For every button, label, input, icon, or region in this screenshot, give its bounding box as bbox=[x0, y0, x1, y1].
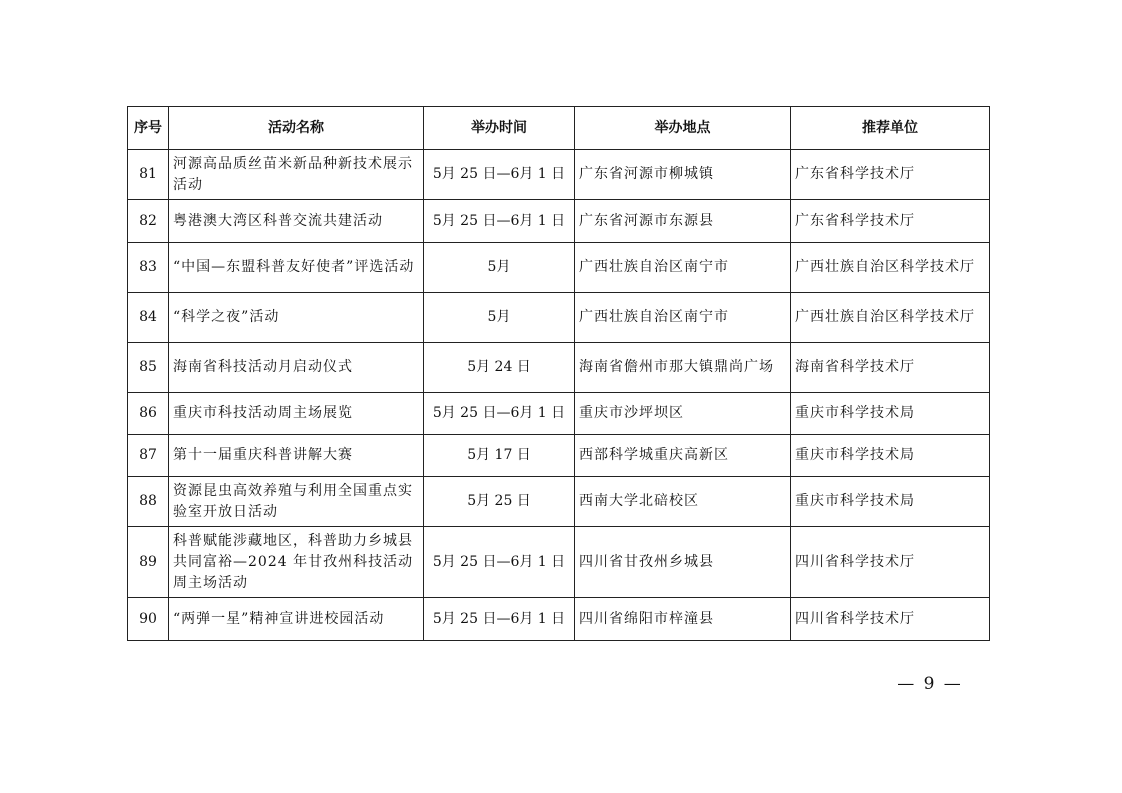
header-serial-number: 序号 bbox=[128, 107, 169, 150]
cell-recommending-unit: 广东省科学技术厅 bbox=[791, 200, 990, 243]
cell-time: 5月 17 日 bbox=[424, 435, 575, 477]
cell-serial-number: 89 bbox=[128, 527, 169, 598]
cell-activity-name: 河源高品质丝苗米新品种新技术展示活动 bbox=[169, 150, 424, 200]
cell-activity-name: 粤港澳大湾区科普交流共建活动 bbox=[169, 200, 424, 243]
table-row bbox=[128, 393, 990, 435]
cell-activity-name: “两弹一星”精神宣讲进校园活动 bbox=[169, 598, 424, 641]
header-time: 举办时间 bbox=[424, 107, 575, 150]
table-row bbox=[128, 200, 990, 243]
cell-serial-number: 84 bbox=[128, 293, 169, 343]
cell-activity-name: 重庆市科技活动周主场展览 bbox=[169, 393, 424, 435]
cell-time: 5月 25 日—6月 1 日 bbox=[424, 200, 575, 243]
activity-table bbox=[127, 106, 990, 641]
cell-location: 广西壮族自治区南宁市 bbox=[575, 243, 791, 293]
cell-activity-name: 第十一届重庆科普讲解大赛 bbox=[169, 435, 424, 477]
cell-time: 5月 25 日 bbox=[424, 477, 575, 527]
cell-time: 5月 24 日 bbox=[424, 343, 575, 393]
cell-serial-number: 90 bbox=[128, 598, 169, 641]
cell-serial-number: 87 bbox=[128, 435, 169, 477]
cell-serial-number: 81 bbox=[128, 150, 169, 200]
cell-recommending-unit: 广西壮族自治区科学技术厅 bbox=[791, 293, 990, 343]
cell-time: 5月 bbox=[424, 243, 575, 293]
cell-serial-number: 85 bbox=[128, 343, 169, 393]
table-row bbox=[128, 598, 990, 641]
cell-location: 西南大学北碚校区 bbox=[575, 477, 791, 527]
table-row bbox=[128, 477, 990, 527]
cell-serial-number: 82 bbox=[128, 200, 169, 243]
cell-location: 重庆市沙坪坝区 bbox=[575, 393, 791, 435]
cell-location: 西部科学城重庆高新区 bbox=[575, 435, 791, 477]
cell-activity-name: 资源昆虫高效养殖与利用全国重点实验室开放日活动 bbox=[169, 477, 424, 527]
header-row bbox=[128, 107, 990, 150]
header-location: 举办地点 bbox=[575, 107, 791, 150]
header-activity-name: 活动名称 bbox=[169, 107, 424, 150]
cell-location: 四川省甘孜州乡城县 bbox=[575, 527, 791, 598]
cell-time: 5月 25 日—6月 1 日 bbox=[424, 150, 575, 200]
table-row bbox=[128, 243, 990, 293]
table-body bbox=[128, 150, 990, 641]
cell-location: 四川省绵阳市梓潼县 bbox=[575, 598, 791, 641]
cell-recommending-unit: 广东省科学技术厅 bbox=[791, 150, 990, 200]
cell-activity-name: “中国—东盟科普友好使者”评选活动 bbox=[169, 243, 424, 293]
cell-recommending-unit: 四川省科学技术厅 bbox=[791, 527, 990, 598]
cell-location: 广东省河源市东源县 bbox=[575, 200, 791, 243]
cell-activity-name: 科普赋能涉藏地区，科普助力乡城县共同富裕—2024 年甘孜州科技活动周主场活动 bbox=[169, 527, 424, 598]
cell-recommending-unit: 重庆市科学技术局 bbox=[791, 477, 990, 527]
cell-location: 广西壮族自治区南宁市 bbox=[575, 293, 791, 343]
cell-recommending-unit: 重庆市科学技术局 bbox=[791, 435, 990, 477]
page-number: — 9 — bbox=[897, 674, 963, 694]
cell-time: 5月 25 日—6月 1 日 bbox=[424, 527, 575, 598]
cell-time: 5月 bbox=[424, 293, 575, 343]
cell-serial-number: 86 bbox=[128, 393, 169, 435]
table-header bbox=[128, 107, 990, 150]
cell-activity-name: “科学之夜”活动 bbox=[169, 293, 424, 343]
cell-serial-number: 88 bbox=[128, 477, 169, 527]
cell-recommending-unit: 广西壮族自治区科学技术厅 bbox=[791, 243, 990, 293]
table-row bbox=[128, 435, 990, 477]
header-recommending-unit: 推荐单位 bbox=[791, 107, 990, 150]
table-row bbox=[128, 150, 990, 200]
cell-location: 海南省儋州市那大镇鼎尚广场 bbox=[575, 343, 791, 393]
cell-recommending-unit: 四川省科学技术厅 bbox=[791, 598, 990, 641]
cell-recommending-unit: 重庆市科学技术局 bbox=[791, 393, 990, 435]
cell-serial-number: 83 bbox=[128, 243, 169, 293]
table-row bbox=[128, 527, 990, 598]
cell-location: 广东省河源市柳城镇 bbox=[575, 150, 791, 200]
table-row bbox=[128, 343, 990, 393]
cell-time: 5月 25 日—6月 1 日 bbox=[424, 393, 575, 435]
cell-time: 5月 25 日—6月 1 日 bbox=[424, 598, 575, 641]
cell-recommending-unit: 海南省科学技术厅 bbox=[791, 343, 990, 393]
table-row bbox=[128, 293, 990, 343]
cell-activity-name: 海南省科技活动月启动仪式 bbox=[169, 343, 424, 393]
